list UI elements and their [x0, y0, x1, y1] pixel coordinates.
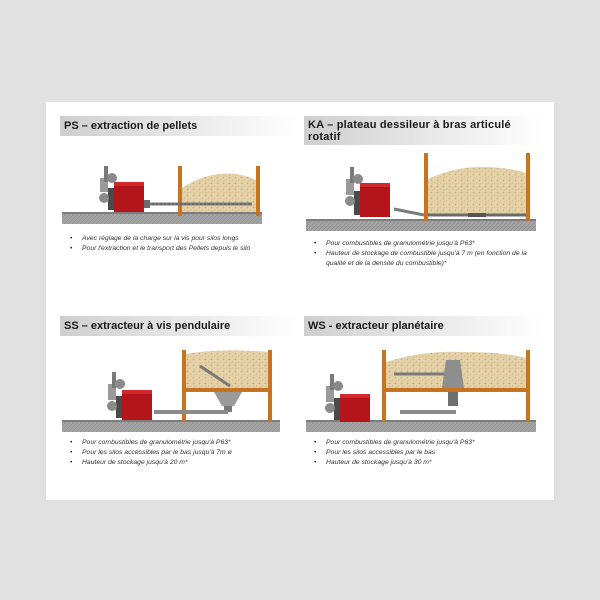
panel-ka	[304, 116, 544, 269]
panel-ps	[60, 116, 300, 254]
feature-list	[60, 234, 300, 254]
feature-list	[304, 239, 544, 269]
feature-item: • Hauteur de stockage jusqu'à 30 m*	[314, 458, 544, 468]
panel-ws	[304, 316, 544, 468]
feature-item: • Pour combustibles de granulométrie jusqu'à P63*	[70, 438, 300, 448]
feature-item: • Pour les silos accessibles par le bas	[314, 448, 544, 458]
feature-item: • Avec réglage de la charge sur la vis pour silos longs	[70, 234, 300, 244]
feature-list	[304, 438, 544, 468]
panel-title: SS – extracteur à vis pendulaire	[60, 316, 300, 336]
feature-item: • Pour combustibles de granulométrie jusqu'à P63*	[314, 438, 544, 448]
panel-ss	[60, 316, 300, 468]
rotary-arm-extraction-illustration	[304, 149, 544, 235]
pendulum-screw-illustration	[60, 340, 300, 434]
feature-item: • Pour les silos accessibles par le bas jusqu'à 7m ø	[70, 448, 300, 458]
pellet-extraction-illustration	[60, 140, 300, 230]
feature-list	[60, 438, 300, 468]
panel-title: PS – extraction de pellets	[60, 116, 300, 136]
brochure-sheet	[46, 102, 554, 500]
feature-item: • Hauteur de stockage jusqu'à 20 m*	[70, 458, 300, 468]
feature-item: • Hauteur de stockage de combustible jusqu'à 7 m (en fonction de la qualité et de la densité du combustible)*	[314, 249, 544, 269]
panel-title: KA – plateau dessileur à bras articulé rotatif	[304, 116, 544, 145]
feature-item: • Pour combustibles de granulométrie jusqu'à P63*	[314, 239, 544, 249]
panel-title: WS - extracteur planétaire	[304, 316, 544, 336]
planetary-extractor-illustration	[304, 340, 544, 434]
feature-item: • Pour l'extraction et le transport des Pellets depuis le silo	[70, 244, 300, 254]
